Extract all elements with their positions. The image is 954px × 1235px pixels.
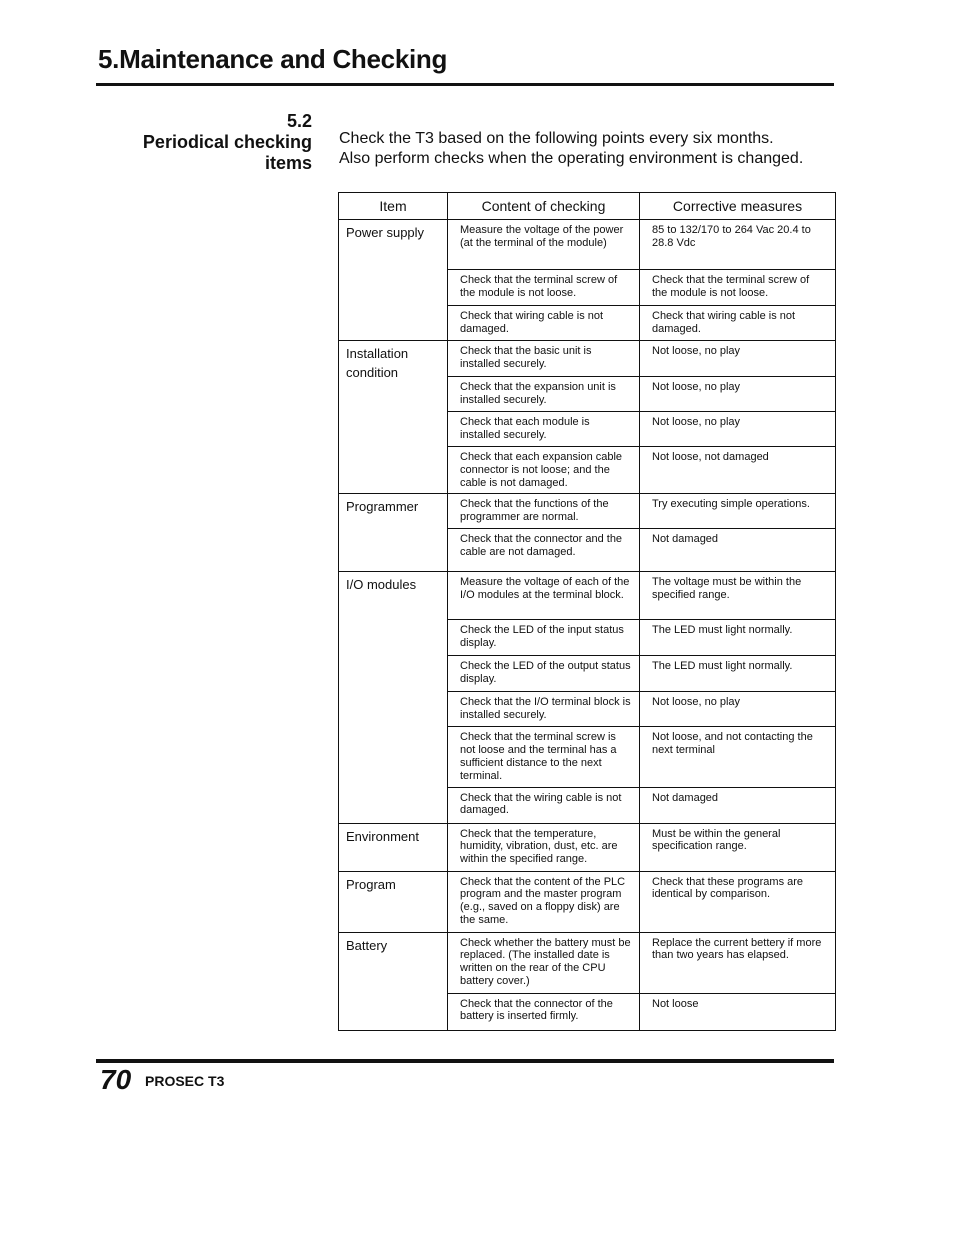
page-number: 70 xyxy=(100,1064,132,1095)
header-item: Item xyxy=(339,193,448,220)
content-cell: Check that the terminal screw is not loose and the terminal has a sufficient distance to the next terminal. xyxy=(448,727,640,787)
item-cell: Power supply xyxy=(339,220,448,341)
content-cell: Check that wiring cable is not damaged. xyxy=(448,306,640,341)
table-row xyxy=(339,932,836,993)
table-body xyxy=(339,220,836,1031)
header-content: Content of checking xyxy=(448,193,640,220)
measure-cell: The LED must light normally. xyxy=(640,656,836,692)
intro-line2: Also perform checks when the operating environment is changed. xyxy=(339,150,804,167)
content-cell: Check that the wiring cable is not damaged. xyxy=(448,787,640,823)
content-cell: Check that the terminal screw of the module is not loose. xyxy=(448,270,640,306)
measure-cell: Try executing simple operations. xyxy=(640,494,836,529)
table-row xyxy=(339,494,836,529)
content-cell: Measure the voltage of each of the I/O modules at the terminal block. xyxy=(448,572,640,620)
table-row xyxy=(339,871,836,932)
measure-cell: Not loose xyxy=(640,993,836,1030)
footer-rule xyxy=(96,1059,834,1063)
content-cell: Check that the content of the PLC program and the master program (e.g., saved on a floppy disk) are the same. xyxy=(448,871,640,932)
item-cell: Installation condition xyxy=(339,341,448,494)
intro-line1: Check the T3 based on the following points every six months. xyxy=(339,130,774,147)
header-rule xyxy=(96,83,834,86)
measure-cell: Not damaged xyxy=(640,529,836,572)
section-title-line1: Periodical checking xyxy=(142,132,312,152)
table-row xyxy=(339,572,836,620)
content-cell: Check that the I/O terminal block is installed securely. xyxy=(448,692,640,727)
measure-cell: Check that the terminal screw of the module is not loose. xyxy=(640,270,836,306)
product-name: PROSEC T3 xyxy=(145,1073,225,1089)
table-row xyxy=(339,341,836,377)
table-row xyxy=(339,823,836,871)
item-cell: I/O modules xyxy=(339,572,448,823)
measure-cell: Not loose, no play xyxy=(640,341,836,377)
content-cell: Check that the connector and the cable are not damaged. xyxy=(448,529,640,572)
content-cell: Check that each module is installed securely. xyxy=(448,412,640,447)
item-cell: Programmer xyxy=(339,494,448,572)
content-cell: Check the LED of the input status display. xyxy=(448,620,640,656)
measure-cell: Not loose, no play xyxy=(640,692,836,727)
measure-cell: Not loose, and not contacting the next terminal xyxy=(640,727,836,787)
content-cell: Check whether the battery must be replaced. (The installed date is written on the rear of the CPU battery cover.) xyxy=(448,932,640,993)
measure-cell: 85 to 132/170 to 264 Vac 20.4 to 28.8 Vdc xyxy=(640,220,836,270)
measure-cell: The LED must light normally. xyxy=(640,620,836,656)
content-cell: Check that the connector of the battery is inserted firmly. xyxy=(448,993,640,1030)
measure-cell: Not loose, no play xyxy=(640,377,836,412)
table-header-row xyxy=(339,193,836,220)
content-cell: Measure the voltage of the power (at the terminal of the module) xyxy=(448,220,640,270)
content-cell: Check that each expansion cable connector is not loose; and the cable is not damaged. xyxy=(448,447,640,494)
item-cell: Battery xyxy=(339,932,448,1030)
measure-cell: The voltage must be within the specified range. xyxy=(640,572,836,620)
section-number: 5.2 xyxy=(286,111,312,131)
section-intro xyxy=(339,129,839,169)
table-row xyxy=(339,220,836,270)
measure-cell: Check that these programs are identical by comparison. xyxy=(640,871,836,932)
measure-cell: Not loose, no play xyxy=(640,412,836,447)
content-cell: Check that the temperature, humidity, vibration, dust, etc. are within the specified range. xyxy=(448,823,640,871)
header-measures: Corrective measures xyxy=(640,193,836,220)
checking-table xyxy=(338,192,836,1031)
measure-cell: Replace the current bettery if more than two years has elapsed. xyxy=(640,932,836,993)
item-cell: Environment xyxy=(339,823,448,871)
section-heading xyxy=(100,111,312,174)
measure-cell: Not loose, not damaged xyxy=(640,447,836,494)
content-cell: Check that the functions of the programmer are normal. xyxy=(448,494,640,529)
content-cell: Check the LED of the output status display. xyxy=(448,656,640,692)
content-cell: Check that the expansion unit is installed securely. xyxy=(448,377,640,412)
section-title-line2: items xyxy=(264,153,312,173)
item-cell: Program xyxy=(339,871,448,932)
content-cell: Check that the basic unit is installed securely. xyxy=(448,341,640,377)
measure-cell: Not damaged xyxy=(640,787,836,823)
measure-cell: Check that wiring cable is not damaged. xyxy=(640,306,836,341)
measure-cell: Must be within the general specification range. xyxy=(640,823,836,871)
chapter-title: 5.Maintenance and Checking xyxy=(98,44,448,74)
